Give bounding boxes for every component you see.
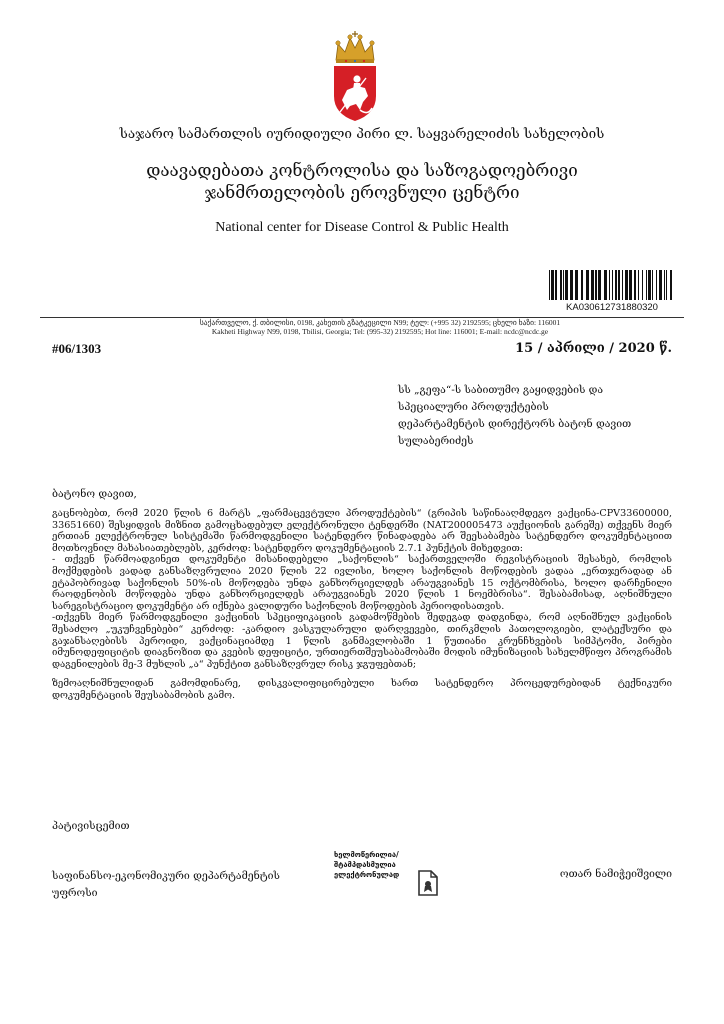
barcode-bar <box>618 270 620 300</box>
signatory-title-line1: საფინანსო-ეკონომიკური დეპარტამენტის <box>52 870 280 882</box>
barcode-bar <box>638 270 639 300</box>
signatory-title <box>52 868 312 902</box>
stamp-line: შტამპდასმულია <box>334 860 396 869</box>
barcode-icon <box>548 270 676 300</box>
body-paragraph-conclusion: ზემოაღნიშნულიდან გამომდინარე, დისკვალიფიცირებული ხართ სატენდერო პროცედურებიდან ტექნიკური დოკუმენტაციის შეუსაბამობის გამო. <box>52 678 672 701</box>
barcode-bar <box>659 270 662 300</box>
addressee-line: სპეციალური პროდუქტების <box>398 401 549 413</box>
addressee-line: დეპარტამენტის დირექტორს ბატონ დავით <box>398 418 632 430</box>
letter-date: 15 / აპრილი / 2020 წ. <box>515 341 672 356</box>
coat-of-arms-icon <box>330 30 380 122</box>
barcode-bar <box>609 270 610 300</box>
signed-document-icon <box>417 870 439 896</box>
center-name-line2: ჯანმრთელობის ეროვნული ცენტრი <box>204 183 520 203</box>
barcode-bar <box>622 270 623 300</box>
signatory-title-line2: უფროსი <box>52 887 98 899</box>
registration-number: #06/1303 <box>52 341 102 356</box>
address-english: Kakheti Highway N99, 0198, Tbilisi, Georgia; Tel: (995-32) 2192595; Hot line: 116001; E-mail: ncdc@ncdc.ge <box>211 327 549 336</box>
barcode-bar <box>646 270 647 300</box>
barcode-bar <box>570 270 573 300</box>
address-block <box>150 318 610 336</box>
barcode-bar <box>604 270 607 300</box>
addressee-line: სულაბერიძეს <box>398 435 474 447</box>
barcode-bar <box>642 270 643 300</box>
letter-body <box>52 508 672 702</box>
barcode-bar <box>652 270 653 300</box>
barcode-bar <box>549 270 550 300</box>
barcode-bar <box>591 270 594 300</box>
barcode-bar <box>555 270 557 300</box>
barcode-bar <box>629 270 632 300</box>
body-paragraph-contraindications: -თქვენს მიერ წარმოდგენილი ვაქცინის სპეციფიკაციის გადამოწმების შედეგად დადგინდა, რომ აღნიშნულ ვაქცინის შესაძლო „უკუჩვენებები“ კერძოდ: -კარდიო ვასკულარული დარღვევები, თირკმლის პათოლოგიები, ლატექსური და გაჯანსაღებისს პეროიდი, ვაქცინაციამდე 1 წლის განმავლობაში 1 წუთიანი კრუნჩხვების სიმპტომი, პირები იმუნოდეფიციტის დიაგნოზით და კვების დეფიციტი, ურთიერთშეუსაბამობაში მოდის იმუნიზაციის სახელმწიფო პროგრამის დაგენილების მე-3 მუხლის „ა“ პუნქტით განსაზღვრულ რისკ ჯგუფებთან; <box>52 612 672 670</box>
center-name <box>0 160 724 204</box>
barcode-bar <box>625 270 628 300</box>
signer-name: ოთარ ნამიჭეიშვილი <box>559 868 672 880</box>
body-paragraph-intro: გაცნობებთ, რომ 2020 წლის 6 მარტს „ფარმაცევტული პროდუქტების“ (გრიპის საწინააღმდეგო ვაქცინა-CPV33600000, 33651660) შესყიდვის მიზნით გამოცხადებულ ელექტრონული ტენდერში (NAT200005473 აუქციონის გარეშე) თქვენს მიერ ერთიან ელექტრონულ სისტემაში წარმოდგენილი სატენდერო წინადადება არ შეესაბამება სატენდერო დოკუმენტაციით მოთხოვნილ მახასიათებლებს, კერძოდ: სატენდერო დოკუმენტაციის 2.7.1 პუნქტის მიხედვით: <box>52 508 672 554</box>
barcode-number: KA030612731880320 <box>566 302 658 313</box>
barcode-bar <box>575 270 578 300</box>
barcode-bar <box>666 270 667 300</box>
center-name-line1: დაავადებათა კონტროლისა და საზოგადოებრივი <box>146 161 578 181</box>
barcode-bar <box>615 270 617 300</box>
barcode-bar <box>634 270 636 300</box>
barcode-bar <box>595 270 597 300</box>
body-paragraph-registration: - თქვენ წარმოადგინეთ დოკუმენტი მისანიდებელი „საქონლის“ საქართველოში რეგისტრაციის შესახებ, რომლის მოქმედების ვადად განსაზღვრულია 2020 წლის 22 ივლისი, ხოლო საქონლის მოწოდების ვადაა „ერთჯერადად ან ეტაპობრივად საქონლის 50%-ის მოწოდება უნდა განხორციელდეს არაუგვიანეს 15 ოქტომბრისა, ხოლო დარჩენილი რაოდენობის მოწოდება უნდა განხორციელდეს არაუგვიანეს 2020 წლის 1 ნოემბრისა“. შესაბამისად, აღნიშნული სარეგისტრაციო დოკუმენტი არ იქნება ვალიდური საქონლის მოწოდების პერიოდისათვის. <box>52 554 672 612</box>
barcode-bar <box>598 270 601 300</box>
barcode-bar <box>563 270 564 300</box>
address-georgian: საქართველო, ქ. თბილისი, 0198, კახეთის გზატკეცილი N99; ტელ: (+995 32) 2192595; ცხელი ხაზი: 116001 <box>199 318 561 327</box>
stamp-line: ხელმოწერილია/ <box>334 850 399 859</box>
barcode-bar <box>551 270 554 300</box>
salutation: ბატონო დავით, <box>52 488 137 500</box>
center-name-english: National center for Disease Control & Public Health <box>215 220 509 235</box>
addressee-line: სს „გეფა“-ს საბითუმო გაყიდვების და <box>398 384 604 396</box>
barcode-bar <box>560 270 562 300</box>
organization-legal-status: საჯარო სამართლის იურიდიული პირი ლ. საყვარელიძის სახელობის <box>119 126 605 142</box>
electronic-signature-stamp <box>334 850 446 880</box>
barcode-bar <box>664 270 665 300</box>
barcode-bar <box>581 270 583 300</box>
barcode-bar <box>670 270 672 300</box>
barcode-bar <box>586 270 589 300</box>
barcode <box>548 270 676 313</box>
closing-phrase: პატივისცემით <box>52 820 130 832</box>
stamp-line: ელექტრონულად <box>334 870 400 879</box>
addressee-block <box>398 382 678 450</box>
barcode-bar <box>565 270 568 300</box>
barcode-bar <box>612 270 613 300</box>
barcode-bar <box>656 270 657 300</box>
barcode-bar <box>648 270 651 300</box>
coat-of-arms-logo <box>330 30 380 122</box>
